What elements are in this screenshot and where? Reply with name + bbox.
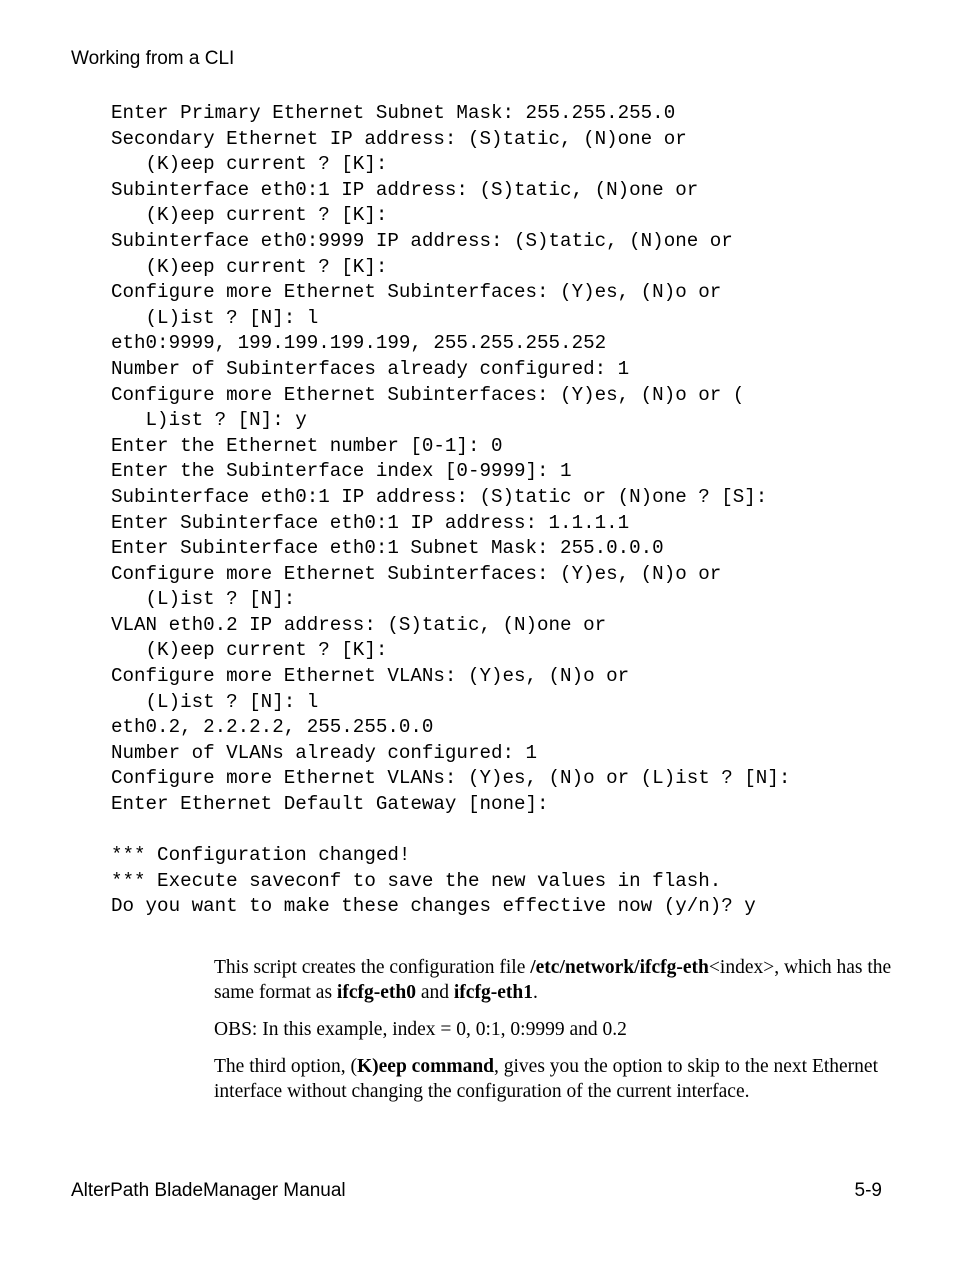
code-line: Number of Subinterfaces already configured: 1 [111, 357, 630, 380]
code-line: Configure more Ethernet VLANs: (Y)es, (N)o or [111, 665, 630, 688]
filename-eth0: ifcfg-eth0 [336, 982, 416, 1003]
code-line: Enter Ethernet Default Gateway [none]: [111, 793, 549, 816]
code-line: Configure more Ethernet Subinterfaces: (Y)es, (N)o or [111, 281, 722, 304]
footer-manual-title: AlterPath BladeManager Manual [71, 1180, 346, 1201]
filename-eth1: ifcfg-eth1 [453, 982, 533, 1003]
paragraph-keep-option: The third option, (K)eep command, gives you the option to skip to the next Ethernet interface without changing the configuration of the current interface. [214, 1056, 878, 1102]
code-line: Configure more Ethernet VLANs: (Y)es, (N)o or (L)ist ? [N]: [111, 767, 791, 790]
code-line: (L)ist ? [N]: l [111, 690, 319, 713]
config-file-path: /etc/network/ifcfg-eth [530, 957, 709, 978]
paragraph-obs: OBS: In this example, index = 0, 0:1, 0:9999 and 0.2 [214, 1019, 627, 1040]
code-line: Subinterface eth0:1 IP address: (S)tatic or (N)one ? [S]: [111, 485, 768, 508]
footer-page-number: 5-9 [854, 1180, 882, 1201]
code-line: Enter Subinterface eth0:1 Subnet Mask: 255.0.0.0 [111, 537, 664, 560]
code-line: Number of VLANs already configured: 1 [111, 741, 538, 764]
code-line: (L)ist ? [N]: l [111, 306, 319, 329]
code-line: *** Configuration changed! [111, 844, 411, 867]
code-line: *** Execute saveconf to save the new values in flash. [111, 869, 722, 892]
code-line: Configure more Ethernet Subinterfaces: (Y)es, (N)o or [111, 562, 722, 585]
code-line: Subinterface eth0:9999 IP address: (S)tatic, (N)one or [111, 229, 733, 252]
running-header: Working from a CLI [71, 48, 235, 69]
code-line: (K)eep current ? [K]: [111, 204, 388, 227]
paragraph-config-file: This script creates the configuration file /etc/network/ifcfg-eth<index>, which has the same format as ifcfg-eth0 and ifcfg-eth1. [214, 957, 892, 1003]
code-line: eth0.2, 2.2.2.2, 255.255.0.0 [111, 716, 434, 739]
code-line: Enter the Subinterface index [0-9999]: 1 [111, 460, 572, 483]
code-line: VLAN eth0.2 IP address: (S)tatic, (N)one or [111, 613, 607, 636]
code-line: Do you want to make these changes effective now (y/n)? y [111, 895, 756, 918]
cli-transcript [111, 101, 790, 920]
code-line: (K)eep current ? [K]: [111, 153, 388, 176]
code-line: Configure more Ethernet Subinterfaces: (Y)es, (N)o or ( [111, 383, 745, 406]
code-line: L)ist ? [N]: y [111, 409, 307, 432]
body-text [214, 955, 904, 1116]
code-line: Secondary Ethernet IP address: (S)tatic, (N)one or [111, 127, 687, 150]
code-line: eth0:9999, 199.199.199.199, 255.255.255.252 [111, 332, 607, 355]
code-line: Subinterface eth0:1 IP address: (S)tatic, (N)one or [111, 178, 699, 201]
code-line: Enter the Ethernet number [0-1]: 0 [111, 434, 503, 457]
code-line: Enter Primary Ethernet Subnet Mask: 255.255.255.0 [111, 102, 676, 124]
code-line [111, 818, 790, 844]
code-line: (K)eep current ? [K]: [111, 639, 388, 662]
code-line: Enter Subinterface eth0:1 IP address: 1.1.1.1 [111, 511, 630, 534]
code-line: (L)ist ? [N]: [111, 588, 296, 611]
keep-command-term: K)eep command [356, 1056, 495, 1077]
code-line: (K)eep current ? [K]: [111, 255, 388, 278]
